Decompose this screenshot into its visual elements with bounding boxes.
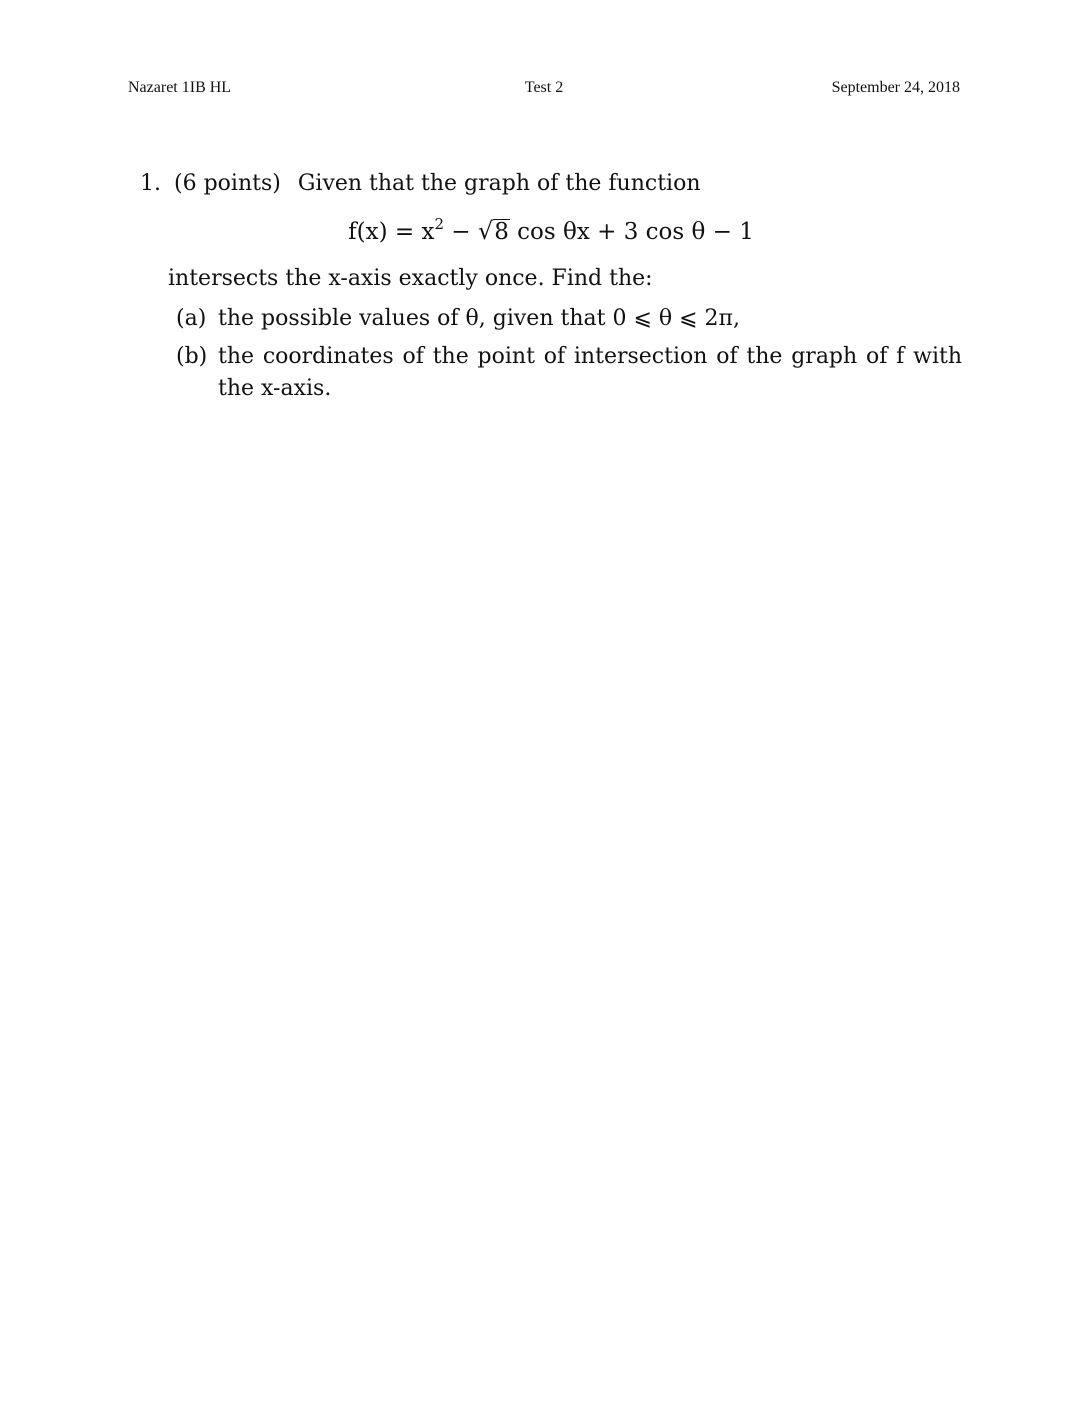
radicand: 8 [494,219,509,245]
radical-sign-icon: √ [477,217,494,245]
part-b-label: (b) [176,344,208,369]
question-heading [140,168,962,200]
part-a-label: (a) [176,306,207,331]
function-equation [140,214,962,249]
question-lead: Given that the graph of the function [297,171,701,196]
part-a [176,303,962,335]
part-a-text: the possible values of θ, given that 0 ⩽ θ ⩽ 2π, [218,306,740,331]
part-b-text-line2: the x-axis. [218,376,332,401]
question-1 [140,168,962,411]
header-test-title: Test 2 [524,79,564,96]
header-course: Nazaret 1IB HL [128,79,232,96]
question-parts [176,303,962,405]
part-b [176,341,962,405]
question-intro: intersects the x-axis exactly once. Find the: [168,266,653,291]
equation-rest: cos θx + 3 cos θ − 1 [517,219,754,245]
equation-exponent: 2 [434,215,444,233]
square-root [478,214,510,249]
equation-minus: − [443,219,478,245]
question-number: 1. [140,171,161,196]
part-b-text-line1: the coordinates of the point of intersection of the graph of f with [218,344,962,369]
equation-lhs: f(x) = x [348,219,435,245]
header-date: September 24, 2018 [831,79,960,96]
question-points: (6 points) [174,171,281,196]
